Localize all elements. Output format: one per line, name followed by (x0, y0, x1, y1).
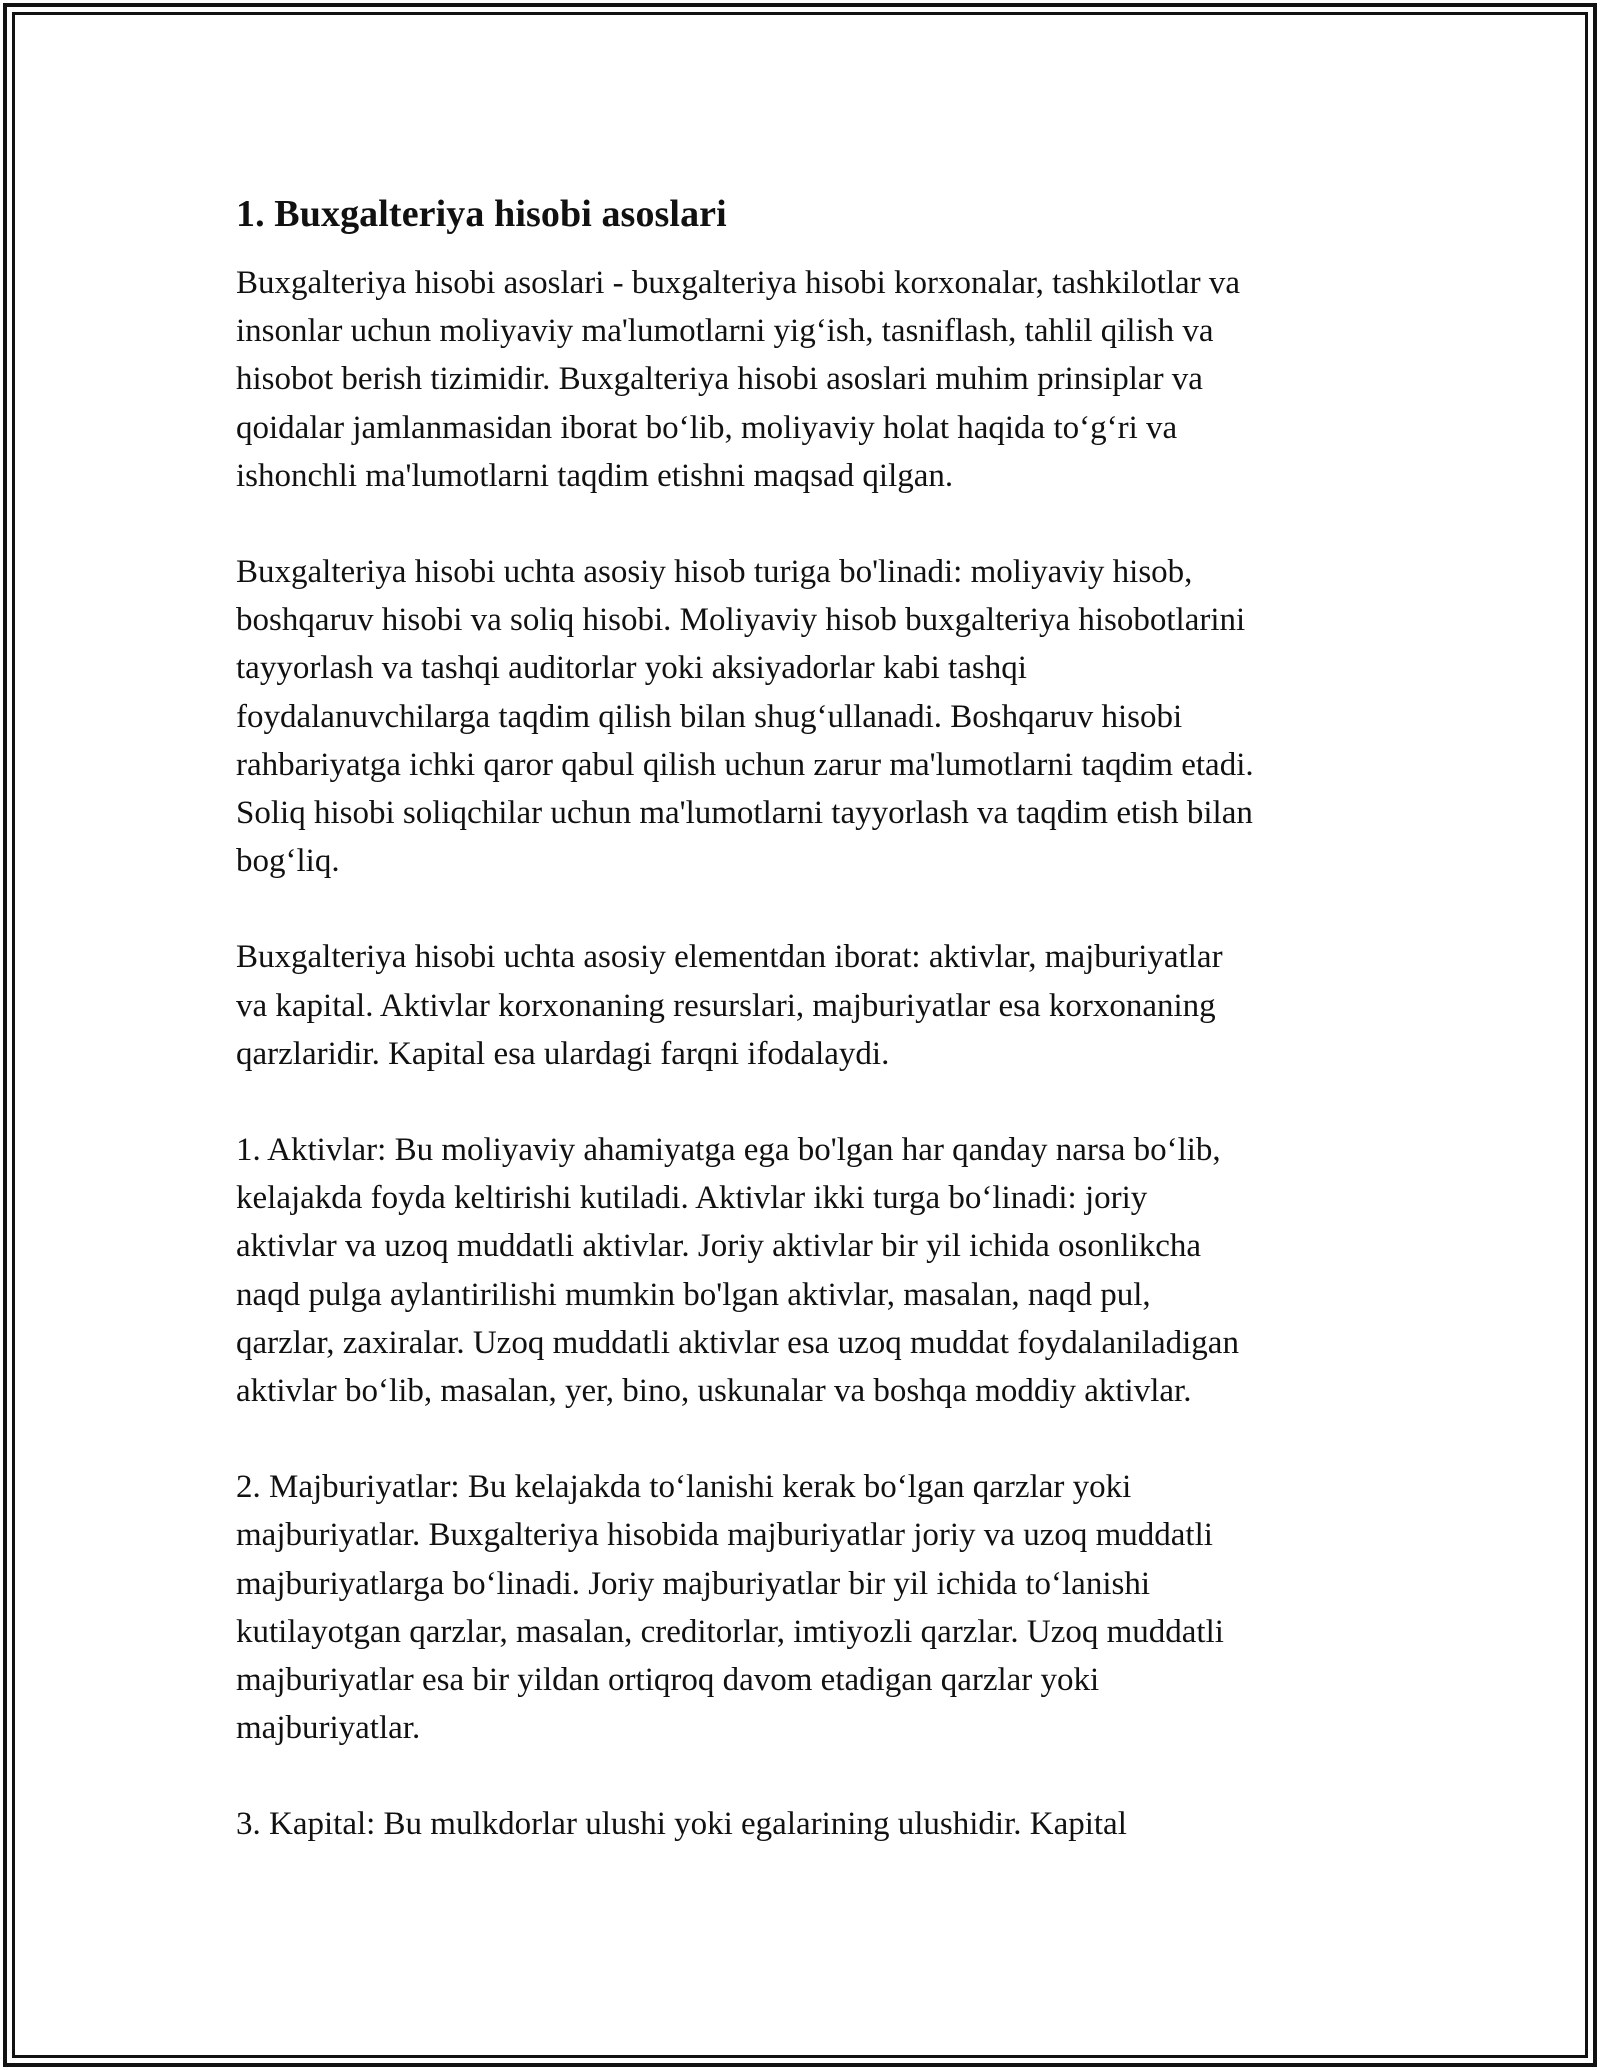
spacer (236, 240, 1386, 259)
page-title: 1. Buxgalteriya hisobi asoslari (236, 193, 727, 235)
paragraph-capital: 3. Kapital: Bu mulkdorlar ulushi yoki egalarining ulushidir. Kapital (236, 1806, 1127, 1843)
spacer (236, 1415, 1386, 1463)
spacer (236, 885, 1386, 933)
spacer (236, 1752, 1386, 1800)
document-body (236, 188, 1386, 1849)
paragraph-intro: Buxgalteriya hisobi asoslari - buxgalteriya hisobi korxonalar, tashkilotlar va insonlar uchun moliyaviy ma'lumotlarni yig‘ish, tasniflash, tahlil qilish va hisobot berish tizimidir. Buxgalteriya hisobi asoslari muhim prinsiplar va qoidalar jamlanmasidan iborat bo‘lib, moliyaviy holat haqida to‘g‘ri va ishonchli ma'lumotlarni taqdim etishni maqsad qilgan. (236, 265, 1241, 494)
paragraph-assets: 1. Aktivlar: Bu moliyaviy ahamiyatga ega bo'lgan har qanday narsa bo‘lib, kelajakda foyda keltirishi kutiladi. Aktivlar ikki turga bo‘linadi: joriy aktivlar va uzoq muddatli aktivlar. Joriy aktivlar bir yil ichida osonlikcha naqd pulga aylantirilishi mumkin bo'lgan aktivlar, masalan, naqd pul, qarzlar, zaxiralar. Uzoq muddatli aktivlar esa uzoq muddat foydalaniladigan aktivlar bo‘lib, masalan, yer, bino, uskunalar va boshqa moddiy aktivlar. (236, 1132, 1239, 1410)
paragraph-liabilities: 2. Majburiyatlar: Bu kelajakda to‘lanishi kerak bo‘lgan qarzlar yoki majburiyatlar. Buxgalteriya hisobida majburiyatlar joriy va uzoq muddatli majburiyatlarga bo‘linadi. Joriy majburiyatlar bir yil ichida to‘lanishi kutilayotgan qarzlar, masalan, creditorlar, imtiyozli qarzlar. Uzoq muddatli majburiyatlar esa bir yildan ortiqroq davom etadigan qarzlar yoki majburiyatlar. (236, 1469, 1224, 1747)
paragraph-elements: Buxgalteriya hisobi uchta asosiy elementdan iborat: aktivlar, majburiyatlar va kapital. Aktivlar korxonaning resurslari, majburiyatlar esa korxonaning qarzlaridir. Kapital esa ulardagi farqni ifodalaydi. (236, 939, 1223, 1072)
paragraph-account-types: Buxgalteriya hisobi uchta asosiy hisob turiga bo'linadi: moliyaviy hisob, boshqaruv hisobi va soliq hisobi. Moliyaviy hisob buxgalteriya hisobotlarini tayyorlash va tashqi auditorlar yoki aksiyadorlar kabi tashqi foydalanuvchilarga taqdim qilish bilan shug‘ullanadi. Boshqaruv hisobi rahbariyatga ichki qaror qabul qilish uchun zarur ma'lumotlarni taqdim etadi. Soliq hisobi soliqchilar uchun ma'lumotlarni tayyorlash va taqdim etish bilan bog‘liq. (236, 554, 1254, 880)
spacer (236, 1078, 1386, 1126)
spacer (236, 500, 1386, 548)
